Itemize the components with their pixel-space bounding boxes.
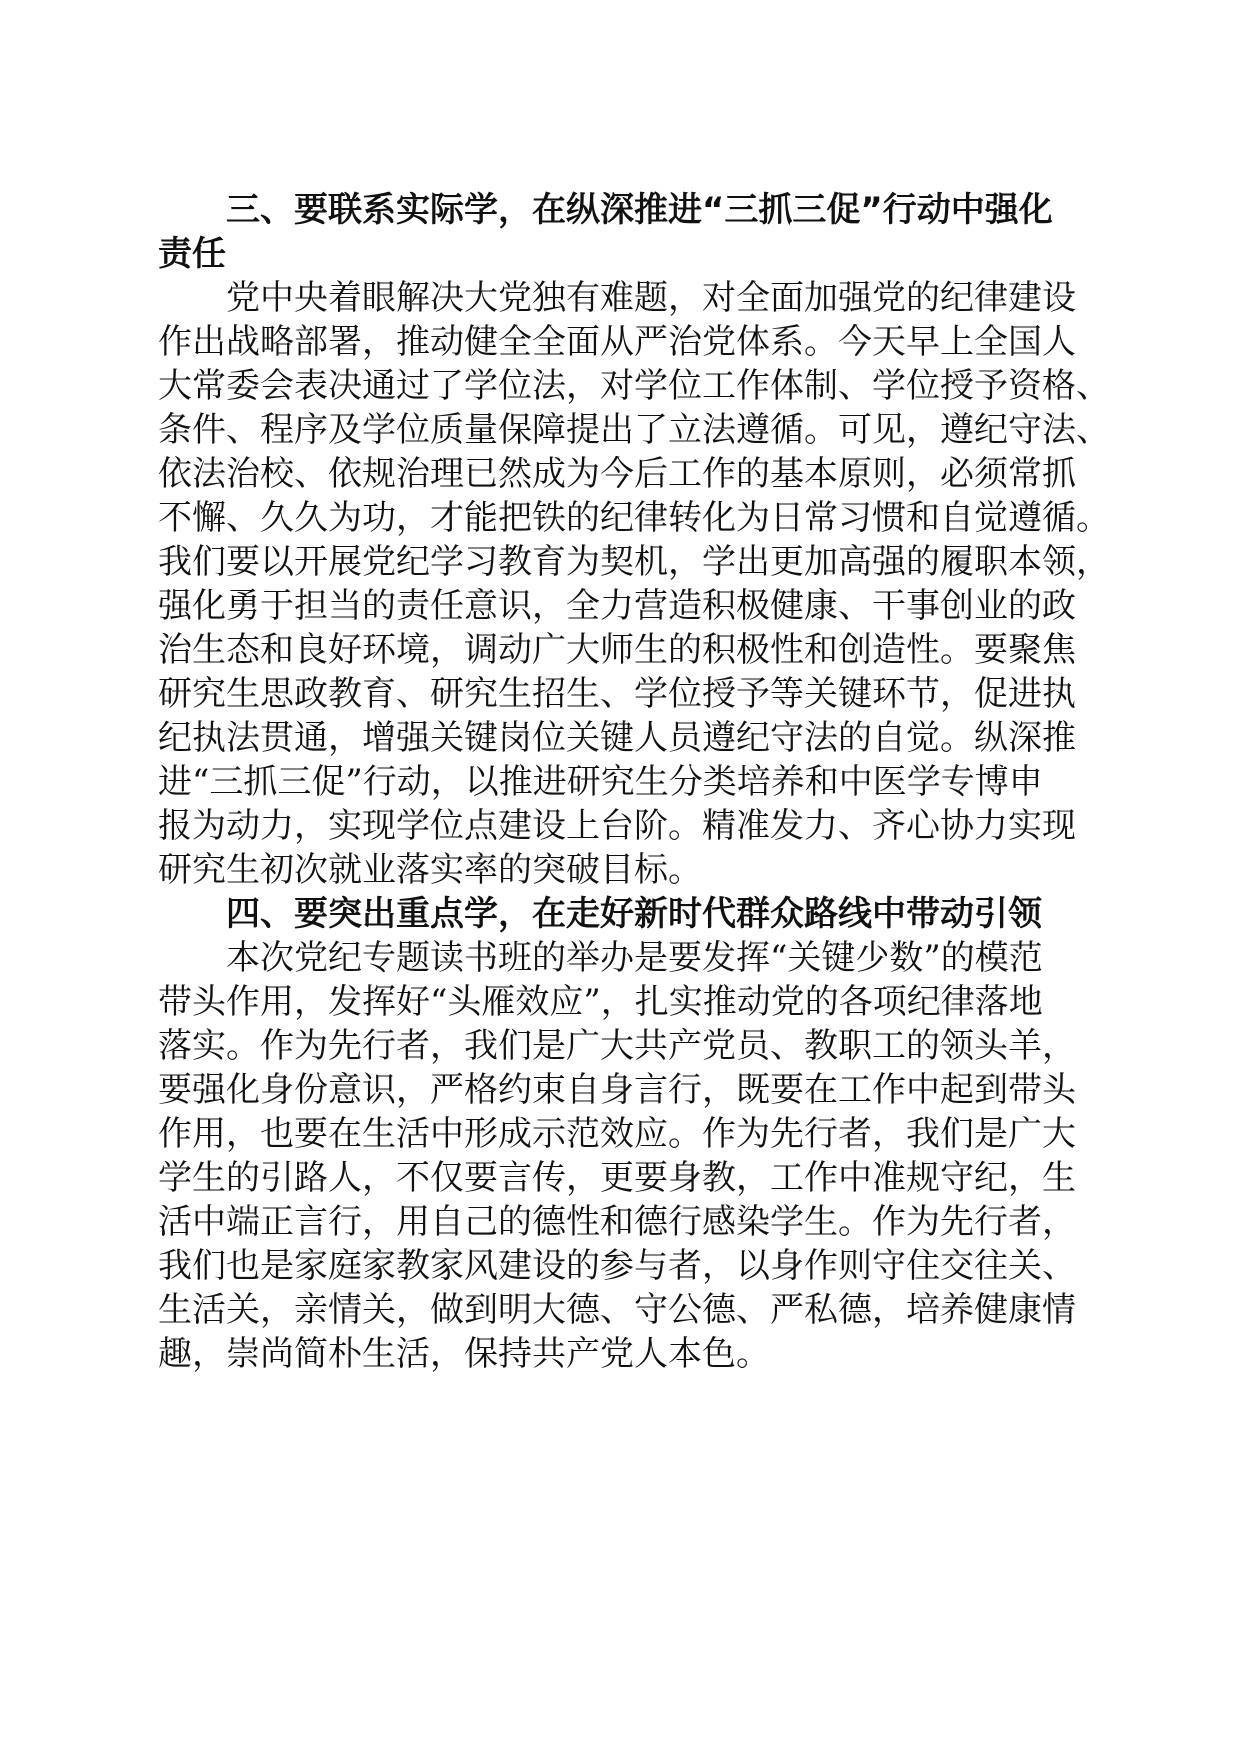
paragraph-line: 学生的引路人，不仅要言传，更要身教，工作中准规守纪，生 <box>158 1158 1076 1198</box>
paragraph-line: 研究生思政教育、研究生招生、学位授予等关键环节，促进执 <box>158 674 1076 714</box>
paragraph-line: 作用，也要在生活中形成示范效应。作为先行者，我们是广大 <box>158 1114 1076 1154</box>
paragraph-line: 我们要以开展党纪学习教育为契机，学出更加高强的履职本领， <box>158 542 1110 582</box>
paragraph-line: 大常委会表决通过了学位法，对学位工作体制、学位授予资格、 <box>158 366 1110 406</box>
paragraph-line: 落实。作为先行者，我们是广大共产党员、教职工的领头羊， <box>158 1026 1076 1066</box>
paragraph-line: 研究生初次就业落实率的突破目标。 <box>158 850 702 890</box>
section-4-heading-line: 四、要突出重点学，在走好新时代群众路线中带动引领 <box>226 894 1042 934</box>
paragraph-line: 党中央着眼解决大党独有难题，对全面加强党的纪律建设 <box>226 278 1076 318</box>
paragraph-line: 不懈、久久为功，才能把铁的纪律转化为日常习惯和自觉遵循。 <box>158 498 1110 538</box>
paragraph-line: 强化勇于担当的责任意识，全力营造积极健康、干事创业的政 <box>158 586 1076 626</box>
section-3-heading <box>158 188 1090 276</box>
section-3-heading-line: 责任 <box>158 234 226 274</box>
section-3-heading-line: 三、要联系实际学，在纵深推进“三抓三促”行动中强化 <box>226 190 1053 230</box>
paragraph-line: 本次党纪专题读书班的举办是要发挥“关键少数”的模范 <box>226 938 1043 978</box>
section-4-paragraph <box>158 936 1090 1376</box>
paragraph-line: 我们也是家庭家教家风建设的参与者，以身作则守住交往关、 <box>158 1246 1076 1286</box>
paragraph-line: 生活关，亲情关，做到明大德、守公德、严私德，培养健康情 <box>158 1290 1076 1330</box>
section-3-paragraph <box>158 276 1110 892</box>
paragraph-line: 进“三抓三促”行动，以推进研究生分类培养和中医学专博申 <box>158 762 1043 802</box>
section-4-heading <box>158 892 1090 936</box>
paragraph-line: 带头作用，发挥好“头雁效应”，扎实推动党的各项纪律落地 <box>158 982 1043 1022</box>
paragraph-line: 治生态和良好环境，调动广大师生的积极性和创造性。要聚焦 <box>158 630 1076 670</box>
paragraph-line: 要强化身份意识，严格约束自身言行，既要在工作中起到带头 <box>158 1070 1076 1110</box>
paragraph-line: 作出战略部署，推动健全全面从严治党体系。今天早上全国人 <box>158 322 1076 362</box>
paragraph-line: 条件、程序及学位质量保障提出了立法遵循。可见，遵纪守法、 <box>158 410 1110 450</box>
paragraph-line: 依法治校、依规治理已然成为今后工作的基本原则，必须常抓 <box>158 454 1076 494</box>
paragraph-line: 纪执法贯通，增强关键岗位关键人员遵纪守法的自觉。纵深推 <box>158 718 1076 758</box>
paragraph-line: 报为动力，实现学位点建设上台阶。精准发力、齐心协力实现 <box>158 806 1076 846</box>
paragraph-line: 趣，崇尚简朴生活，保持共产党人本色。 <box>158 1334 770 1374</box>
paragraph-line: 活中端正言行，用自己的德性和德行感染学生。作为先行者， <box>158 1202 1076 1242</box>
document-page <box>158 188 1110 1376</box>
